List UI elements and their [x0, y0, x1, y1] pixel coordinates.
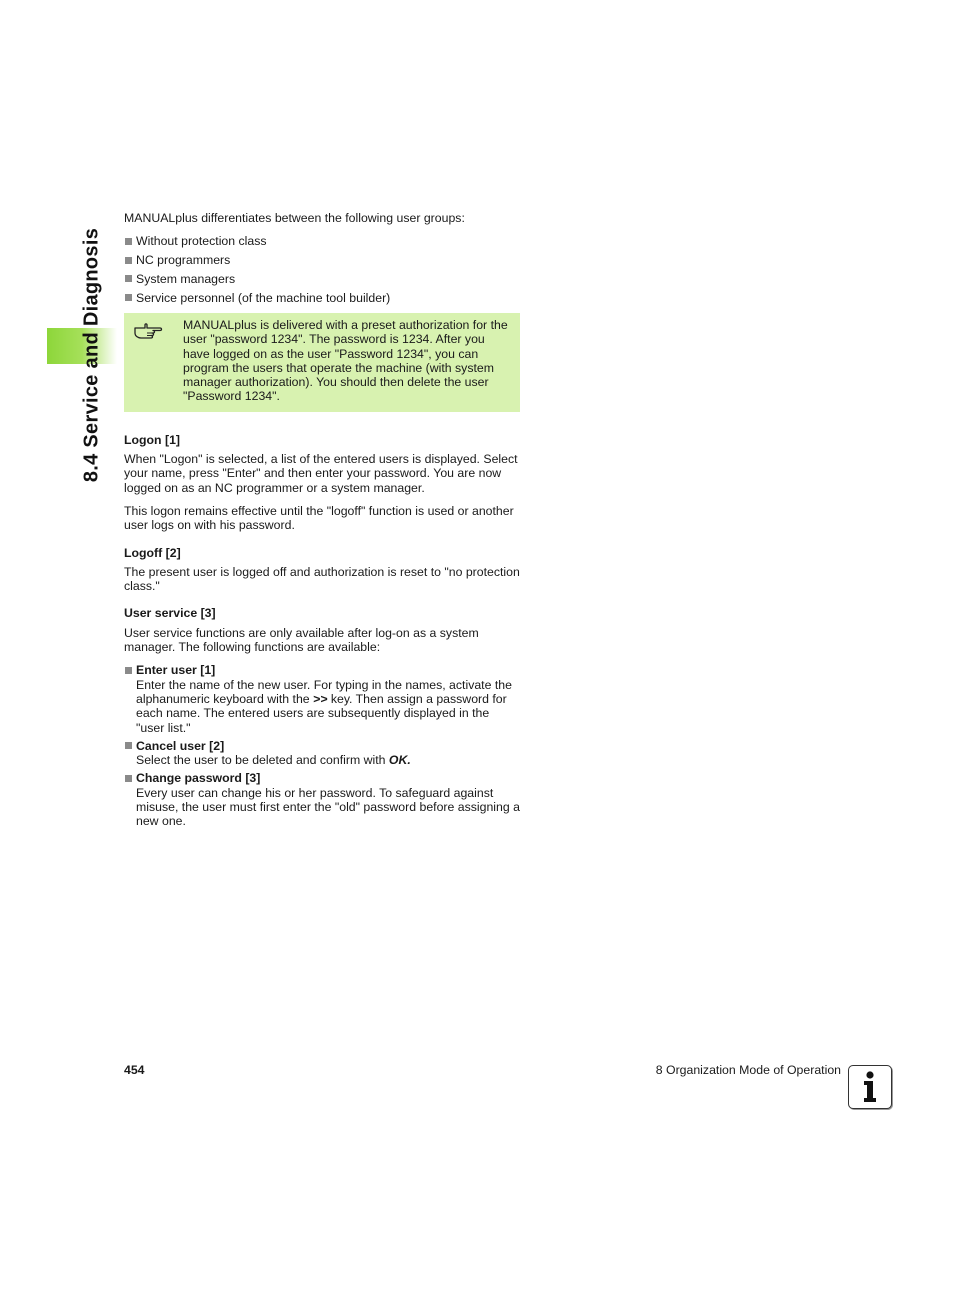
user-service-paragraph: User service functions are only available after log-on as a system manager. The following functions are available: [124, 625, 479, 655]
logoff-heading: Logoff [2] [124, 545, 181, 560]
chapter-title: 8 Organization Mode of Operation [655, 1063, 841, 1077]
note-box [124, 313, 520, 412]
bullet-square-icon [125, 667, 132, 674]
list-item: System managers [124, 272, 520, 286]
list-item: Enter user [1] Enter the name of the new user. For typing in the names, activate the alphanumeric keyboard with the >> key. Then assign a password for each name. The entered users are subsequently displayed in the "user list." [124, 663, 520, 734]
key-label: OK. [388, 753, 411, 768]
user-service-heading: User service [3] [124, 606, 216, 621]
user-group-list [124, 234, 520, 305]
function-term: Enter user [1] [136, 663, 216, 678]
function-term: Cancel user [2] [136, 738, 225, 753]
bullet-square-icon [125, 775, 132, 782]
key-label: >> [313, 691, 328, 706]
intro-text: MANUALplus differentiates between the following user groups: [124, 211, 465, 225]
logon-heading: Logon [1] [124, 432, 181, 447]
pointing-hand-icon [133, 319, 163, 341]
info-icon [848, 1065, 892, 1109]
function-term: Change password [3] [136, 771, 261, 786]
list-item: NC programmers [124, 253, 520, 267]
bullet-square-icon [125, 294, 132, 301]
bullet-square-icon [125, 257, 132, 264]
logon-paragraph-2: This logon remains effective until the "logoff" function is used or another user logs on with his password. [124, 503, 514, 533]
logoff-paragraph: The present user is logged off and authorization is reset to "no protection class." [124, 564, 520, 594]
page-number: 454 [124, 1063, 145, 1077]
bullet-square-icon [125, 275, 132, 282]
list-item: Cancel user [2] Select the user to be deleted and confirm with OK. [124, 739, 520, 768]
section-title-vertical: 8.4 Service and Diagnosis [80, 227, 103, 483]
bullet-square-icon [125, 742, 132, 749]
bullet-square-icon [125, 238, 132, 245]
user-service-function-list [124, 663, 520, 828]
list-item: Without protection class [124, 234, 520, 248]
logon-paragraph-1: When "Logon" is selected, a list of the entered users is displayed. Select your name, press "Enter" and then enter your password. You are now logged on as an NC programmer or a system manager. [124, 452, 518, 495]
list-item: Change password [3] Every user can change his or her password. To safeguard against misuse, the user must first enter the "old" password before assigning a new one. [124, 771, 520, 828]
main-content [124, 211, 520, 833]
list-item: Service personnel (of the machine tool builder) [124, 291, 520, 305]
note-text: MANUALplus is delivered with a preset authorization for the user "password 1234". The password is 1234. After you have logged on as the user "Password 1234", you can program the users that operate the machine (with system manager authorization). You should then delete the user "Password 1234". [183, 317, 508, 404]
